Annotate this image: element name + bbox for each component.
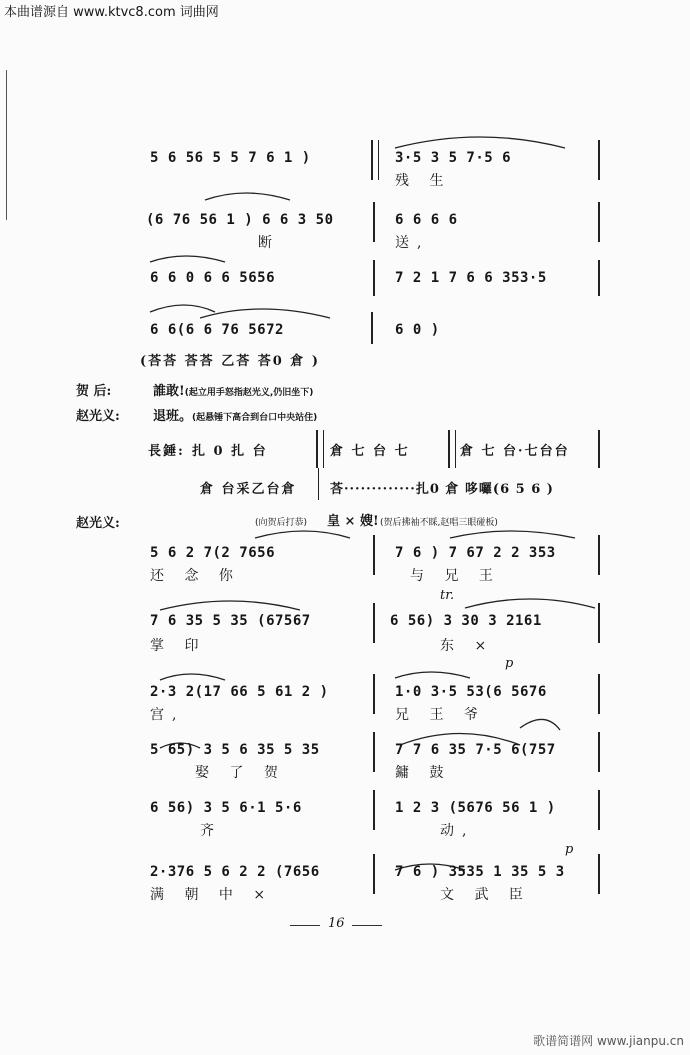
measure-t3-right: 1·0 3·5 53(6 5676 <box>395 684 547 700</box>
lyric-t1-left: 还 念 你 <box>150 568 241 584</box>
perc-row1-a: 扎 0 扎 台 <box>192 444 268 459</box>
barline <box>373 603 375 643</box>
measure-t6-right: 7 6 ) 3535 1 35 5 3 <box>395 864 565 880</box>
lyric-t5-right: 动, <box>440 823 475 839</box>
barline <box>373 854 375 894</box>
piano-mark-2: p <box>565 842 574 857</box>
barline-end <box>598 603 600 643</box>
lyric-t4-right: 鏞 鼓 <box>395 765 452 781</box>
page-number: 16 <box>328 916 345 931</box>
repeat-barline <box>448 430 456 468</box>
barline <box>373 260 375 296</box>
measure-t4-left: 5 65) 3 5 6 35 5 35 <box>150 742 320 758</box>
barline <box>378 140 379 180</box>
measure-s3-right: 7 2 1 7 6 6 353·5 <box>395 270 547 286</box>
lyric-t1-right: 与 兄 王 <box>410 568 501 584</box>
speech-zhao-guangyi <box>153 405 317 424</box>
barline <box>373 790 375 830</box>
speech-huang-sao: 皇 × 嫂! <box>327 514 379 529</box>
barline-end <box>598 674 600 714</box>
barline <box>371 312 373 344</box>
barline <box>373 732 375 772</box>
measure-t6-left: 2·376 5 6 2 2 (7656 <box>150 864 320 880</box>
watermark: 歌谱简谱网 www.jianpu.cn <box>533 1034 684 1048</box>
barline-end <box>598 430 600 468</box>
perc-row2-b: 荅·············扎0 倉 哆囉(6 5 6 ) <box>330 482 554 497</box>
barline-end <box>598 140 600 180</box>
piano-mark: p <box>505 656 514 671</box>
lyric-s2-left: 断 <box>258 235 280 251</box>
speech-he-hou <box>153 380 313 399</box>
barline <box>373 535 375 575</box>
direction-post: (贺后拂袖不睬,赵唱三眼碰板) <box>380 518 498 528</box>
barline-end <box>598 202 600 242</box>
barline <box>373 202 375 242</box>
lyric-t4-left: 娶 了 贺 <box>195 765 286 781</box>
lyric-t2-left: 掌 印 <box>150 638 207 654</box>
measure-t2-right: 6 56) 3 30 3 2161 <box>390 613 542 629</box>
role-zhao-guangyi: 赵光义: <box>76 409 120 424</box>
lyric-t3-left: 宫, <box>150 707 185 723</box>
source-header: 本曲谱源自 www.ktvc8.com 词曲网 <box>4 5 219 20</box>
measure-s2-left: (6 76 56 1 ) 6 6 3 50 <box>146 212 334 228</box>
measure-t1-left: 5 6 2 7(2 7656 <box>150 545 276 561</box>
stage-direction: (起立用手怒指赵光义,仍旧坐下) <box>184 388 314 398</box>
measure-t4-right: 7 7 6 35 7·5 6(757 <box>395 742 556 758</box>
measure-s1-left: 5 6 56 5 5 7 6 1 ) <box>150 150 311 166</box>
barline-end <box>598 732 600 772</box>
measure-s3-left: 6 6 0 6 6 5656 <box>150 270 276 286</box>
barline-end <box>598 535 600 575</box>
barline-end <box>598 260 600 296</box>
lyric-t2-right: 东 × <box>440 638 495 654</box>
lyric-t6-left: 满 朝 中 × <box>150 887 274 903</box>
speech-line: 退班。 <box>153 409 193 424</box>
page-number-rule-left <box>290 925 320 926</box>
measure-t1-right: 7 6 ) 7 67 2 2 353 <box>395 545 556 561</box>
speech-line: 誰敢! <box>153 384 185 399</box>
stage-direction: (起悬锤下高合到台口中央站住) <box>192 413 318 423</box>
measure-t5-right: 1 2 3 (5676 56 1 ) <box>395 800 556 816</box>
lyric-s2-right: 送, <box>395 235 430 251</box>
direction-pre: (向贺后打恭) <box>255 518 308 528</box>
measure-s2-right: 6 6 6 6 <box>395 212 458 228</box>
role-he-hou: 贺 后: <box>76 384 112 399</box>
lyric-t6-right: 文 武 臣 <box>440 887 531 903</box>
role-zhao-2: 赵光义: <box>76 516 120 531</box>
lyric-t5-left: 齐 <box>200 823 222 839</box>
page-number-rule-right <box>352 925 382 926</box>
measure-t3-left: 2·3 2(17 66 5 61 2 ) <box>150 684 329 700</box>
barline-end <box>598 790 600 830</box>
measure-s1-right: 3·5 3 5 7·5 6 <box>395 150 512 166</box>
perc-row1-b: 倉 七 台 七 <box>330 444 410 459</box>
lyric-t3-right: 兄 王 爷 <box>395 707 486 723</box>
measure-t2-left: 7 6 35 5 35 (67567 <box>150 613 311 629</box>
repeat-barline <box>316 430 324 468</box>
measure-t5-left: 6 56) 3 5 6·1 5·6 <box>150 800 302 816</box>
perc-row1-c: 倉 七 台·七台台 <box>460 444 570 459</box>
measure-s4-left: 6 6(6 6 76 5672 <box>150 322 284 338</box>
percussion-s4: (荅荅 荅荅 乙荅 荅0 倉 ) <box>140 354 320 369</box>
barline <box>373 674 375 714</box>
trill-mark: tr. <box>440 588 455 603</box>
perc-label: 長錘: <box>148 444 185 459</box>
measure-s4-right: 6 0 ) <box>395 322 440 338</box>
barline-end <box>598 854 600 894</box>
barline <box>371 140 373 180</box>
lyric-s1-right: 残 生 <box>395 173 452 189</box>
barline <box>318 468 319 500</box>
perc-row2-a: 倉 台采乙台倉 <box>200 482 297 497</box>
